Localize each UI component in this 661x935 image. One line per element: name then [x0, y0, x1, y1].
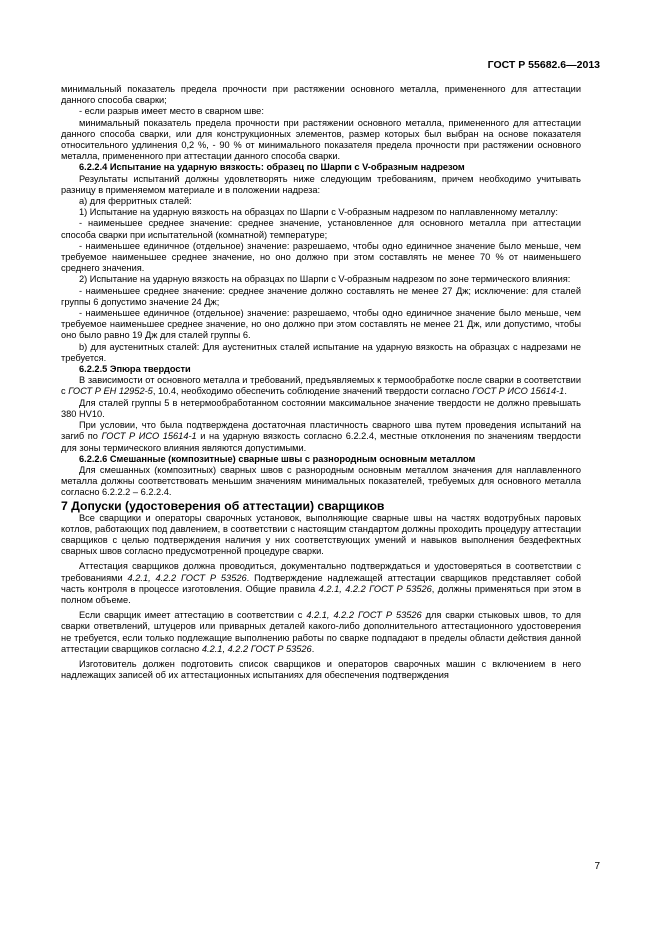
- paragraph: Изготовитель должен подготовить список сварщиков и операторов сварочных машин с включением в него надлежащих записей об их аттестационных испытаниях для обеспечения подтверждения: [61, 658, 581, 681]
- page-number: 7: [594, 861, 600, 872]
- paragraph: Аттестация сварщиков должна проводиться, документально подтверждаться и удостоверяться в соответствии с требованиями 4.2.1, 4.2.2 ГОСТ Р 53526. Подтверждение надлежащей аттестации сварщиков представляет собой часть контроля в процессе изготовления. Общие правила 4.2.1, 4.2.2 ГОСТ Р 53526, должны применяться при этом в полном объеме.: [61, 561, 581, 605]
- list-item: 2) Испытание на ударную вязкость на образцах по Шарпи с V-образным надрезом по зоне термического влияния:: [79, 274, 571, 285]
- paragraph: Для смешанных (композитных) сварных швов с разнородным основным металлом значения для наплавленного металла должны соответствовать меньшим значениям минимальных показателей, требуемых для основного металла согласно 6.2.2.2 – 6.2.2.4.: [61, 464, 581, 498]
- subsection-heading-6-2-2-4: 6.2.2.4 Испытание на ударную вязкость: образец по Шарпи с V-образным надрезом: [79, 162, 465, 173]
- subsection-heading-6-2-2-5: 6.2.2.5 Эпюра твердости: [79, 364, 191, 375]
- list-item: - наименьшее среднее значение: среднее значение, установленное для основного металла при аттестации способа сварки при испытательной (комнатной) температуре;: [61, 218, 581, 240]
- paragraph: Для сталей группы 5 в нетермообработанном состоянии максимальное значение твердости не должно превышать 380 HV10.: [61, 397, 581, 419]
- list-item: - наименьшее единичное (отдельное) значение: разрешаемо, чтобы одно единичное значение было меньше, чем требуемое наименьшее среднее значение, но оно должно при этом составлять не менее 70 % от наименьшего среднего значения.: [61, 240, 581, 274]
- list-item: а) для ферритных сталей:: [79, 196, 192, 207]
- subsection-heading-6-2-2-6: 6.2.2.6 Смешанные (композитные) сварные швы с разнородным основным металлом: [79, 453, 476, 464]
- paragraph: При условии, что была подтверждена достаточная пластичность сварного шва путем проведения испытаний на загиб по ГОСТ Р ИСО 15614-1 и на ударную вязкость согласно 6.2.2.4, местные отклонения по значениям твердости для зоны термического влияния являются допустимыми.: [61, 420, 581, 453]
- list-item: - наименьшее среднее значение: среднее значение должно составлять не менее 27 Дж; исключение: для сталей группы 6 допустимо значение 24 Дж;: [61, 285, 581, 307]
- paragraph: Все сварщики и операторы сварочных установок, выполняющие сварные швы на частях водотрубных паровых котлов, работающих под давлением, в соответствии с настоящим стандартом должны проходить процедуру аттестации сварщиков с целью подтверждения наличия у них соответствующих умений и навыков выполнения бездефектных сварных швов согласно предусмотренной процедуре сварки.: [61, 512, 581, 557]
- list-item: b) для аустенитных сталей: Для аустенитных сталей испытание на ударную вязкость на образцах с надрезами не требуется.: [61, 341, 581, 363]
- paragraph: минимальный показатель предела прочности при растяжении основного металла, примененного для аттестации данного способа сварки;: [61, 84, 581, 106]
- page-body: [61, 84, 581, 681]
- paragraph: В зависимости от основного металла и требований, предъявляемых к термообработке после сварки в соответствии с ГОСТ Р ЕН 12952-5, 10.4, необходимо обеспечить соблюдение значений твердости согласно ГОСТ Р ИСО 15614-1.: [61, 375, 581, 397]
- paragraph: Если сварщик имеет аттестацию в соответствии с 4.2.1, 4.2.2 ГОСТ Р 53526 для сварки стыковых швов, то для сварки ответвлений, штуцеров или приварных деталей какого-либо дополнительного аттестационного удостоверения не требуется, если только подлежащие выполнению работы по сварке подпадают в пределы области действия данной аттестации сварщиков согласно 4.2.1, 4.2.2 ГОСТ Р 53526.: [61, 610, 581, 654]
- document-code: ГОСТ Р 55682.6—2013: [487, 59, 600, 71]
- paragraph: минимальный показатель предела прочности при растяжении основного металла, примененного для аттестации данного способа сварки, или для конструкционных элементов, размер которых был выбран на основе показателя относительного удлинения 0,2 %, - 90 % от минимального показателя предела прочности при растяжении основного металла, примененного при аттестации данного способа сварки.: [61, 117, 581, 162]
- list-item: 1) Испытание на ударную вязкость на образцах по Шарпи с V-образным надрезом по наплавленному металлу:: [79, 207, 558, 218]
- section-7-title: 7 Допуски (удостоверения об аттестации) сварщиков: [61, 498, 385, 513]
- paragraph: Результаты испытаний должны удовлетворять ниже следующим требованиям, причем необходимо учитывать разницу в применяемом материале и в положении надреза:: [61, 173, 581, 195]
- paragraph: - если разрыв имеет место в сварном шве:: [79, 106, 264, 117]
- list-item: - наименьшее единичное (отдельное) значение: разрешаемо, чтобы одно единичное значение было меньше, чем требуемое наименьшее среднее значение, но оно должно при этом составлять не менее 21 Дж, или допустимо, чтобы оно было равно 19 Дж для сталей группы 6.: [61, 308, 581, 341]
